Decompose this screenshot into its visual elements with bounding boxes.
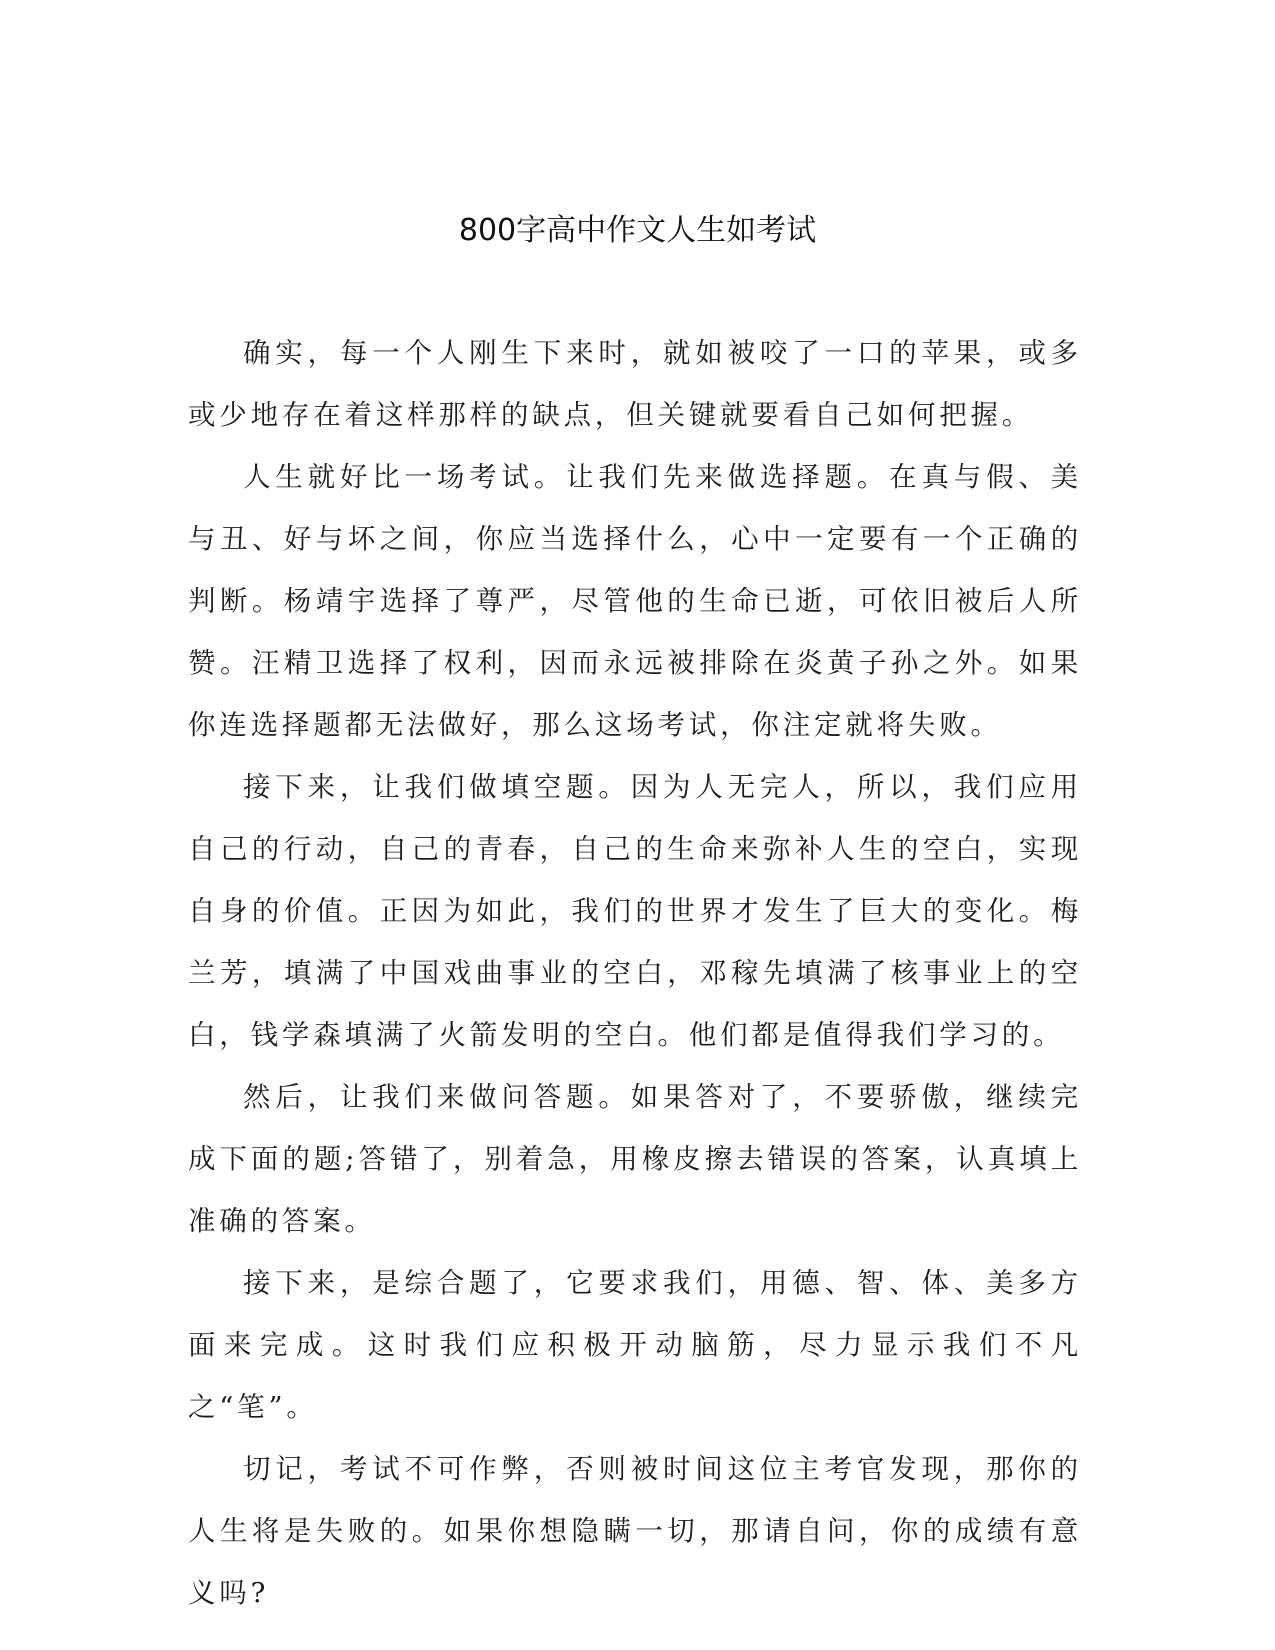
paragraph-6: 切记，考试不可作弊，否则被时间这位主考官发现，那你的人生将是失败的。如果你想隐瞒一切，那请自问，你的成绩有意义吗? xyxy=(188,1453,1082,1609)
paragraph-2: 人生就好比一场考试。让我们先来做选择题。在真与假、美与丑、好与坏之间，你应当选择什么，心中一定要有一个正确的判断。杨靖宇选择了尊严，尽管他的生命已逝，可依旧被后人所赞。汪精卫选择了权利，因而永远被排除在炎黄子孙之外。如果你连选择题都无法做好，那么这场考试，你注定就将失败。 xyxy=(188,461,1082,741)
document-title: 800字高中作文人生如考试 xyxy=(458,213,817,248)
paragraph-1: 确实，每一个人刚生下来时，就如被咬了一口的苹果，或多或少地存在着这样那样的缺点，但关键就要看自己如何把握。 xyxy=(188,337,1082,431)
essay-body xyxy=(188,322,1082,1624)
paragraph-5: 接下来，是综合题了，它要求我们，用德、智、体、美多方面来完成。这时我们应积极开动脑筋，尽力显示我们不凡之“笔”。 xyxy=(188,1267,1082,1423)
paragraph-4: 然后，让我们来做问答题。如果答对了，不要骄傲，继续完成下面的题;答错了，别着急，用橡皮擦去错误的答案，认真填上准确的答案。 xyxy=(188,1081,1082,1237)
paragraph-3: 接下来，让我们做填空题。因为人无完人，所以，我们应用自己的行动，自己的青春，自己的生命来弥补人生的空白，实现自身的价值。正因为如此，我们的世界才发生了巨大的变化。梅兰芳，填满了中国戏曲事业的空白，邓稼先填满了核事业上的空白，钱学森填满了火箭发明的空白。他们都是值得我们学习的。 xyxy=(188,771,1082,1051)
